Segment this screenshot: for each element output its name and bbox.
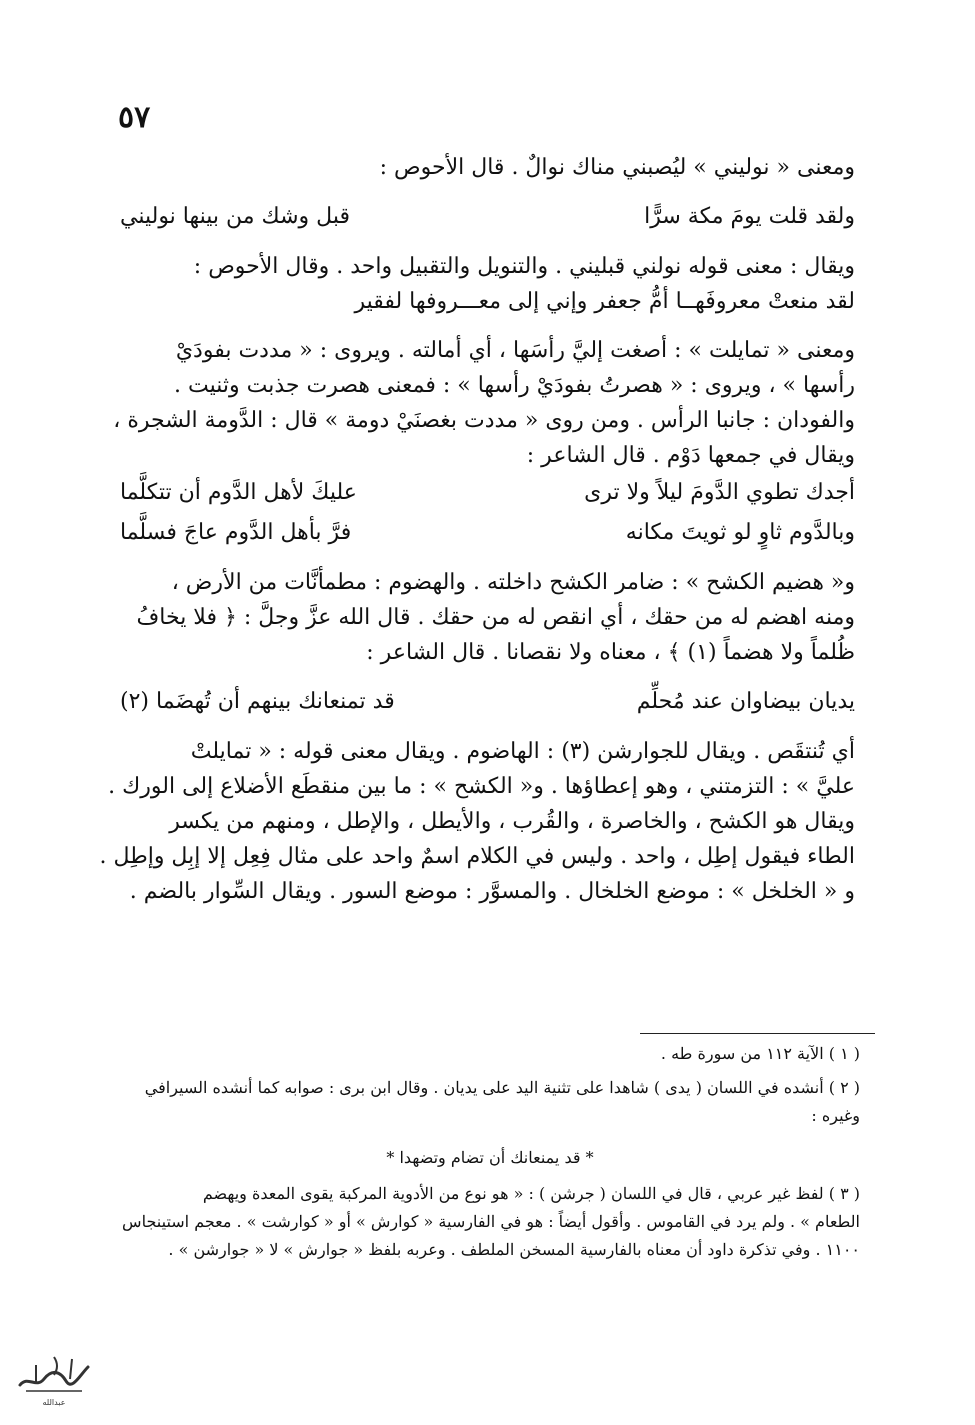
verse-second-hemistich: فرَّ بأهل الدَّوم عاجَ فسلَّما — [120, 520, 352, 545]
verse — [120, 513, 855, 553]
text-line: الطاء فيقول إطِل ، واحد . وليس في الكلام اسمٌ واحد على مثال فِعِل إلا إبِل وإطِل . — [99, 844, 855, 869]
text-line: ظُلماً ولا هضماً (١) ﴾ ، معناه ولا نقصانا . قال الشاعر : — [366, 640, 855, 665]
verse — [120, 682, 855, 722]
text-line: والفودان : جانبا الرأس . ومن روى « مددت بغصنَيْ دومة » قال : الدَّومة الشجرة ، — [113, 408, 855, 433]
verse-second-hemistich: قبل وشك من بينها نوليني — [120, 204, 350, 229]
footnote-verse: * قد يمنعانك أن تضام وتضهدا * — [386, 1148, 594, 1167]
verse-first-hemistich: يديان بيضاوان عند مُحلِّم — [636, 689, 855, 714]
verse-second-hemistich: قد تمنعانك بينهم أن تُهضَما (٢) — [120, 689, 395, 714]
verse-first-hemistich: وبالدَّوم ثاوٍ لو ثويتَ مكانه — [625, 520, 855, 545]
verse — [120, 473, 855, 513]
footnote: ( ١ ) الآية ١١٢ من سورة طه . — [660, 1044, 860, 1063]
text-line: لقد منعتْ معروفَهــا أمُّ جعفر وإني إلى معـــروفها لفقير — [354, 289, 855, 314]
footnote: ( ٣ ) لفظ غير عربي ، قال في اللسان ( جرشن ) : « هو نوع من الأدوية المركبة يقوى المعدة ويهضم — [202, 1184, 860, 1203]
text-line: ومنه اهضم له من حقك ، أي انقص له من حقك . قال الله عزَّ وجلَّ : ﴿ فلا يخافُ — [136, 605, 855, 630]
text-line: ويقال في جمعها دَوْم . قال الشاعر : — [526, 443, 855, 468]
footnote-continuation: وغيره : — [811, 1106, 860, 1125]
main-text — [99, 150, 855, 909]
footnote-continuation: ١١٠٠ . وفي تذكرة داود أن معناه بالفارسية المسخن الملطف . وعربه بلفظ « جوارش » لا « جوارشن » . — [168, 1240, 860, 1259]
library-stamp-logo — [14, 1345, 94, 1411]
footnote-separator — [640, 1033, 875, 1034]
text-line: أي تُنتقَص . ويقال للجوارشن (٣) : الهاضوم . ويقال معنى قوله : « تمايلتْ — [190, 739, 855, 764]
text-line: رأسها » ، ويروى : « هصرتُ بفودَيْ رأسها » : فمعنى هصرت جذبت وثنيت . — [174, 373, 855, 398]
text-line: ومعنى « تمايلت » : أصغت إليَّ رأسَها ، أي أمالته . ويروى : « مددت بفودَيْ — [175, 338, 855, 363]
verse-first-hemistich: ولقد قلت يومَ مكة سرًّا — [644, 204, 855, 229]
stamp-subtext: عبدالله — [42, 1398, 66, 1407]
text-line: ويقال : معنى قوله نولني قبليني . والتنويل والتقبيل واحد . وقال الأحوص : — [193, 254, 855, 279]
footnote: ( ٢ ) أنشده في اللسان ( يدى ) شاهدا على تثنية اليد على يديان . وقال ابن برى : صوابه كما أنشده السيرافي — [144, 1078, 860, 1097]
verse-second-hemistich: عليكَ لأهل الدَّوم أن تتكلَّما — [120, 480, 357, 505]
text-line: عليَّ » : التزمتني ، وهو إعطاؤها . و« الكشح » : ما بين منقطَع الأضلاع إلى الورك . — [108, 774, 855, 799]
text-line: ويقال هو الكشح ، والخاصرة ، والقُرب ، والأيطل ، والإطل ، ومنهم من يكسر — [169, 809, 855, 834]
page-number: ٥٧ — [118, 100, 151, 135]
verse — [120, 197, 855, 237]
verse-first-hemistich: أجدك تطوي الدَّومَ ليلاً ولا ترى — [584, 480, 855, 505]
footnote-continuation: الطعام » . ولم يرد في القاموس . وأقول أيضاً : هو في الفارسية « كوارش » أو « كوارشت » . معجم استينجاس — [122, 1212, 860, 1231]
text-line: ومعنى « نوليني » ليُصبني مناك نوالٌ . قال الأحوص : — [379, 155, 855, 180]
text-line: و « الخلخل » : موضع الخلخال . والمسوَّر : موضع السور . ويقال السِّوار بالضم . — [129, 879, 855, 904]
text-line: و« هضيم الكشح » : ضامر الكشح داخلته . والهضوم : مطمأنَّات من الأرض ، — [171, 570, 855, 595]
footnotes — [120, 1040, 860, 1264]
